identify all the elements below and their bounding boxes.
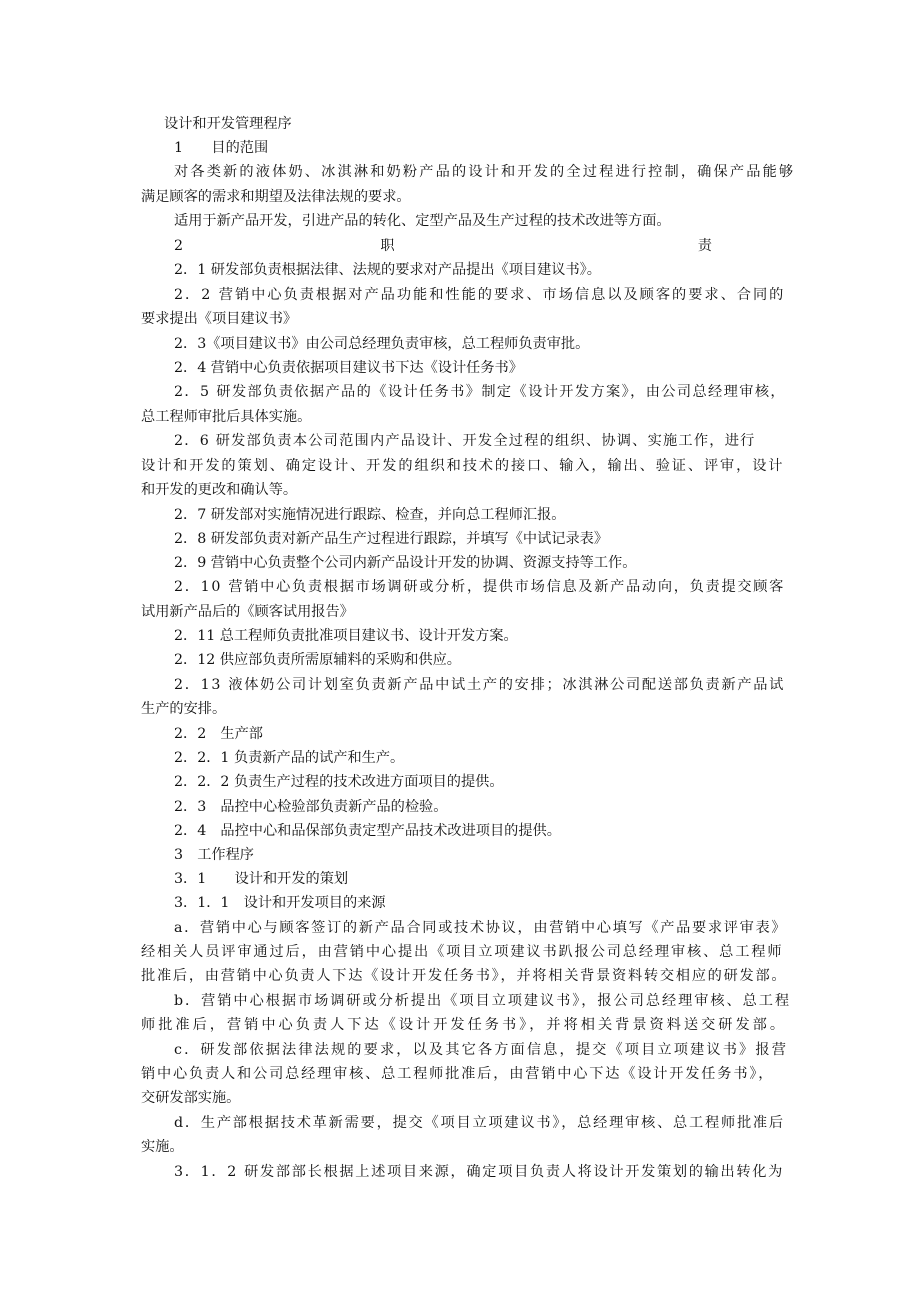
document-line: 2．2 营销中心负责根据对产品功能和性能的要求、市场信息以及顾客的要求、合同的: [174, 287, 786, 303]
document-line: 2．5 研发部负责依据产品的《设计任务书》制定《设计开发方案》，由公司总经理审核，: [174, 384, 786, 400]
document-line: 2．11 总工程师负责批准项目建议书、设计开发方案。: [174, 628, 518, 644]
document-line: 和开发的更改和确认等。: [141, 482, 298, 498]
document-line: 师批准后，营销中心负责人下达《设计开发任务书》，并将相关背景资料送交研发部。: [141, 1017, 788, 1033]
document-line: 2．1 研发部负责根据法律、法规的要求对产品提出《项目建议书》。: [174, 262, 601, 278]
document-line: 设计和开发的策划、确定设计、开发的组织和技术的接口、输入，输出、验证、评审，设计: [141, 458, 785, 474]
document-line: 经相关人员评审通过后，由营销中心提出《项目立项建议书趴报公司总经理审核、总工程师: [141, 944, 784, 960]
document-line: 销中心负责人和公司总经理审核、总工程师批准后，由营销中心下达《设计开发任务书》，: [141, 1066, 775, 1082]
document-line: 3 工作程序: [174, 847, 254, 863]
document-line: 3．1．2 研发部部长根据上述项目来源，确定项目负责人将设计开发策划的输出转化为: [174, 1164, 785, 1180]
document-line: c．研发部依据法律法规的要求，以及其它各方面信息，提交《项目立项建议书》报营: [174, 1042, 789, 1058]
document-line: 批准后，由营销中心负责人下达《设计开发任务书》，并将相关背景资料转交相应的研发部。: [141, 968, 788, 984]
document-line: 3．1．1 设计和开发项目的来源: [174, 895, 386, 911]
document-line: 2．6 研发部负责本公司范围内产品设计、开发全过程的组织、协调、实施工作，进行: [174, 433, 756, 449]
document-line: 交研发部实施。: [141, 1090, 241, 1106]
document-line: 要求提出《项目建议书》: [141, 311, 298, 327]
document-line: 2．4 营销中心负责依据项目建议书下达《设计任务书》: [174, 360, 523, 376]
document-line: 2．2．1 负责新产品的试产和生产。: [174, 750, 405, 766]
document-line: 1 目的范围: [174, 140, 269, 156]
document-line: 2．3 品控中心检验部负责新产品的检验。: [174, 799, 448, 815]
document-line: 2．4 品控中心和品保部负责定型产品技术改进项目的提供。: [174, 823, 561, 839]
document-line: 试用新产品后的《顾客试用报告》: [141, 604, 354, 620]
document-line: 满足顾客的需求和期望及法律法规的要求。: [141, 189, 411, 205]
document-line: 3．1 设计和开发的策划: [174, 871, 349, 887]
document-line: 2．8 研发部负责对新产品生产过程进行跟踪，并填写《中试记录表》: [174, 531, 609, 547]
document-line: 适用于新产品开发，引进产品的转化、定型产品及生产过程的技术改进等方面。: [174, 213, 671, 229]
document-line: a．营销中心与顾客签订的新产品合同或技术协议，由营销中心填写《产品要求评审表》: [174, 920, 788, 936]
document-line: 2．7 研发部对实施情况进行跟踪、检查，并向总工程师汇报。: [174, 507, 566, 523]
document-title: 设计和开发管理程序: [164, 116, 292, 132]
document-line: 生产的安排。: [141, 701, 227, 717]
document-line: 2．2．2 负责生产过程的技术改进方面项目的提供。: [174, 774, 504, 790]
document-line: 总工程师审批后具体实施。: [141, 409, 312, 425]
document-line: d．生产部根据技术革新需要，提交《项目立项建议书》，总经理审核、总工程师批准后: [174, 1115, 785, 1131]
document-line: 对各类新的液体奶、冰淇淋和奶粉产品的设计和开发的全过程进行控制，确保产品能够: [174, 164, 796, 180]
document-line: 实施。: [141, 1139, 184, 1155]
document-line: 2．2 生产部: [174, 726, 263, 742]
document-line: 2．13 液体奶公司计划室负责新产品中试土产的安排；冰淇淋公司配送部负责新产品试: [174, 677, 786, 693]
document-line: b．营销中心根据市场调研或分析提出《项目立项建议书》，报公司总经理审核、总工程: [174, 993, 792, 1009]
document-line: 2 职 责: [174, 238, 804, 254]
document-line: 2．10 营销中心负责根据市场调研或分析，提供市场信息及新产品动向，负责提交顾客: [174, 579, 786, 595]
document-line: 2．9 营销中心负责整个公司内新产品设计开发的协调、资源支持等工作。: [174, 555, 637, 571]
document-line: 2．12 供应部负责所需原辅料的采购和供应。: [174, 652, 461, 668]
document-line: 2．3《项目建议书》由公司总经理负责审核，总工程师负责审批。: [174, 336, 590, 352]
